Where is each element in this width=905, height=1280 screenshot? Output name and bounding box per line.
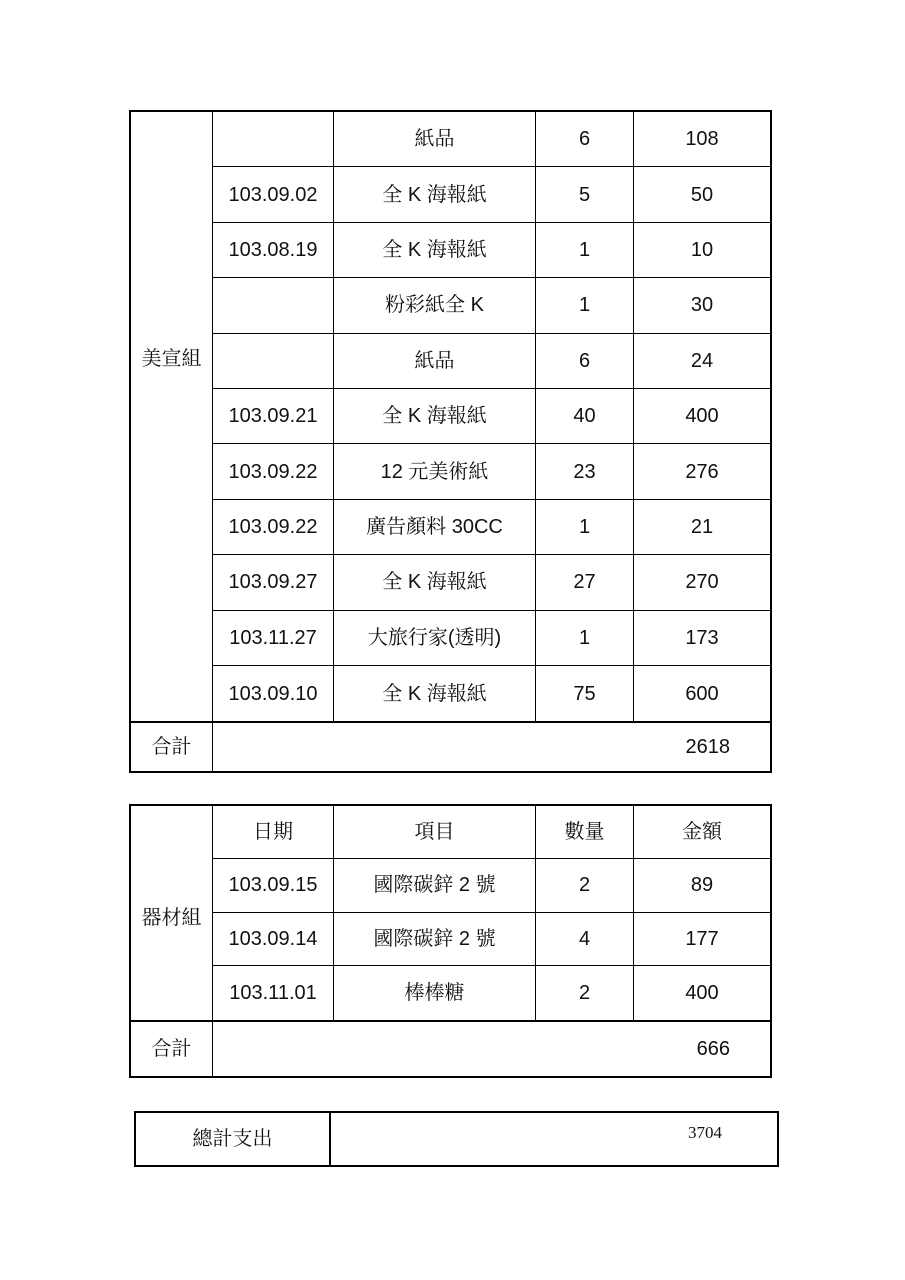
qty-cell: 23 — [536, 444, 634, 499]
amount-cell: 30 — [634, 278, 770, 333]
date-cell: 103.09.22 — [213, 444, 334, 499]
qty-cell: 4 — [536, 913, 634, 967]
date-cell: 103.09.14 — [213, 913, 334, 967]
col-header-qty: 數量 — [536, 806, 634, 859]
date-cell: 103.08.19 — [213, 223, 334, 278]
item-cell: 國際碳鋅 2 號 — [334, 859, 536, 913]
item-cell: 12 元美術紙 — [334, 444, 536, 499]
expense-table-equipment-group — [129, 804, 772, 1078]
amount-cell: 600 — [634, 666, 770, 721]
group-label-cell — [131, 806, 213, 1020]
amount-cell: 173 — [634, 611, 770, 666]
qty-cell: 6 — [536, 112, 634, 167]
date-cell — [213, 334, 334, 389]
total-label-cell: 合計 — [131, 721, 213, 771]
date-cell — [213, 112, 334, 167]
qty-cell: 6 — [536, 334, 634, 389]
amount-cell: 10 — [634, 223, 770, 278]
amount-cell: 24 — [634, 334, 770, 389]
total-value-cell: 2618 — [213, 721, 770, 771]
item-cell: 粉彩紙全 K — [334, 278, 536, 333]
qty-cell: 5 — [536, 167, 634, 222]
item-cell: 大旅行家(透明) — [334, 611, 536, 666]
item-cell: 紙品 — [334, 334, 536, 389]
date-cell: 103.09.10 — [213, 666, 334, 721]
item-cell: 全 K 海報紙 — [334, 223, 536, 278]
summary-table — [134, 1111, 779, 1167]
summary-label-cell: 總計支出 — [136, 1113, 331, 1165]
item-cell: 棒棒糖 — [334, 966, 536, 1020]
item-cell: 全 K 海報紙 — [334, 167, 536, 222]
date-cell: 103.09.27 — [213, 555, 334, 610]
total-label-cell: 合計 — [131, 1020, 213, 1077]
qty-cell: 1 — [536, 500, 634, 555]
qty-cell: 2 — [536, 859, 634, 913]
date-cell: 103.11.01 — [213, 966, 334, 1020]
amount-cell: 400 — [634, 966, 770, 1020]
qty-cell: 1 — [536, 611, 634, 666]
date-cell: 103.09.02 — [213, 167, 334, 222]
group-label-cell — [131, 112, 213, 721]
item-cell: 全 K 海報紙 — [334, 389, 536, 444]
amount-cell: 177 — [634, 913, 770, 967]
col-header-item: 項目 — [334, 806, 536, 859]
item-cell: 全 K 海報紙 — [334, 555, 536, 610]
item-cell: 國際碳鋅 2 號 — [334, 913, 536, 967]
amount-cell: 270 — [634, 555, 770, 610]
amount-cell: 108 — [634, 112, 770, 167]
amount-cell: 21 — [634, 500, 770, 555]
date-cell — [213, 278, 334, 333]
qty-cell: 40 — [536, 389, 634, 444]
date-cell: 103.09.21 — [213, 389, 334, 444]
item-cell: 全 K 海報紙 — [334, 666, 536, 721]
amount-cell: 400 — [634, 389, 770, 444]
amount-cell: 276 — [634, 444, 770, 499]
qty-cell: 1 — [536, 278, 634, 333]
group-label: 美宣組 — [141, 348, 202, 370]
total-value-cell: 666 — [213, 1020, 770, 1077]
date-cell: 103.11.27 — [213, 611, 334, 666]
qty-cell: 2 — [536, 966, 634, 1020]
item-cell: 廣告顏料 30CC — [334, 500, 536, 555]
item-cell: 紙品 — [334, 112, 536, 167]
amount-cell: 50 — [634, 167, 770, 222]
col-header-amount: 金額 — [634, 806, 770, 859]
qty-cell: 75 — [536, 666, 634, 721]
qty-cell: 1 — [536, 223, 634, 278]
summary-value-cell: 3704 — [331, 1113, 777, 1165]
amount-cell: 89 — [634, 859, 770, 913]
group-label: 器材組 — [141, 907, 202, 929]
col-header-date: 日期 — [213, 806, 334, 859]
expense-table-art-group — [129, 110, 772, 773]
qty-cell: 27 — [536, 555, 634, 610]
date-cell: 103.09.22 — [213, 500, 334, 555]
date-cell: 103.09.15 — [213, 859, 334, 913]
